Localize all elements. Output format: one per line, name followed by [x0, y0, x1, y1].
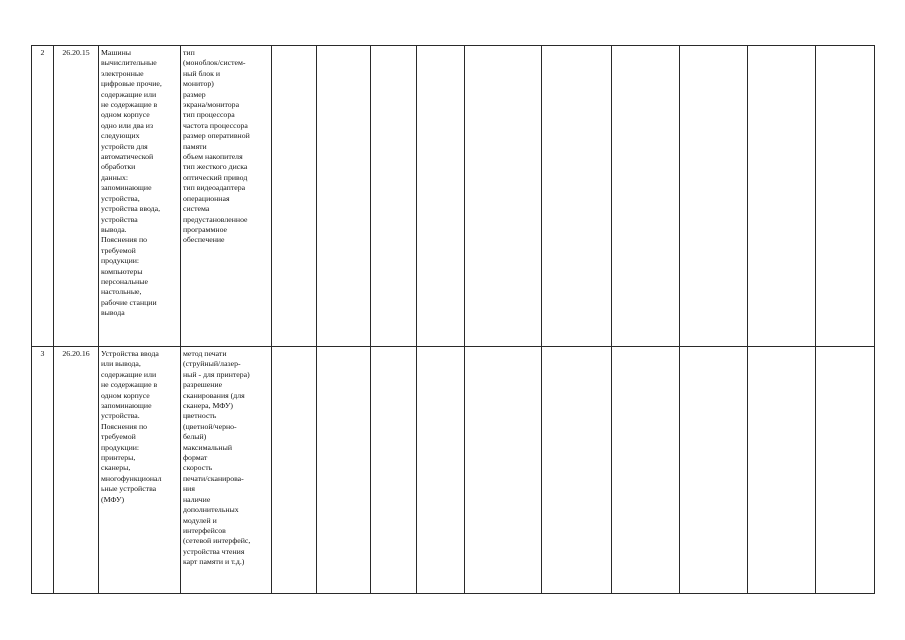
empty-cell [465, 46, 542, 347]
empty-cell [816, 347, 875, 594]
table-row [32, 46, 875, 347]
product-name-cell [99, 347, 181, 594]
product-name: Устройства ввода или вывода, содержащие или не содержащие в одном корпусе запоминающие устройства. Пояснения по требуемой продукции: принтеры, сканеры, многофункционал ьные устройства (МФУ) [101, 349, 162, 504]
okpd-code-cell [54, 347, 99, 594]
empty-cell [417, 347, 465, 594]
empty-cell [680, 46, 748, 347]
empty-cell [542, 347, 612, 594]
row-number: 2 [40, 48, 45, 57]
empty-cell [612, 46, 680, 347]
product-name: Машины вычислительные электронные цифровые прочие, содержащие или не содержащие в одном корпусе одно или два из следующих устройств для автоматической обработки данных: запоминающие устройства, устройства ввода, устройства вывода. Пояснения по требуемой продукции: компьютеры персональные настольные, рабочие станции вывода [101, 48, 162, 318]
okpd-code-cell [54, 46, 99, 347]
empty-cell [748, 46, 816, 347]
empty-cell [371, 46, 417, 347]
empty-cell [317, 347, 371, 594]
okpd-code: 26.20.16 [62, 349, 90, 358]
empty-cell [542, 46, 612, 347]
empty-cell [317, 46, 371, 347]
row-number: 3 [40, 349, 45, 358]
empty-cell [680, 347, 748, 594]
empty-cell [748, 347, 816, 594]
characteristics-cell [181, 347, 272, 594]
characteristics-list: метод печати (струйный/лазер- ный - для принтера) разрешение сканирования (для сканера, МФУ) цветность (цветной/черно- белый) максимальный формат скорость печати/сканирова- ния наличие дополнительных модулей и интерфейсов (сетевой интерфейс, устройства чтения карт памяти и т.д.) [183, 349, 251, 567]
row-number-cell [32, 347, 54, 594]
okpd-code: 26.20.15 [62, 48, 90, 57]
products-table [31, 45, 875, 594]
empty-cell [465, 347, 542, 594]
characteristics-cell [181, 46, 272, 347]
empty-cell [417, 46, 465, 347]
empty-cell [816, 46, 875, 347]
empty-cell [272, 46, 317, 347]
empty-cell [272, 347, 317, 594]
empty-cell [371, 347, 417, 594]
row-number-cell [32, 46, 54, 347]
characteristics-list: тип (моноблок/систем- ный блок и монитор) размер экрана/монитора тип процессора частота процессора размер оперативной памяти объем накопителя тип жесткого диска оптический привод тип видеоадаптера операционная система предустановленное программное обеспечение [183, 48, 250, 245]
empty-cell [612, 347, 680, 594]
product-name-cell [99, 46, 181, 347]
table-row [32, 347, 875, 594]
